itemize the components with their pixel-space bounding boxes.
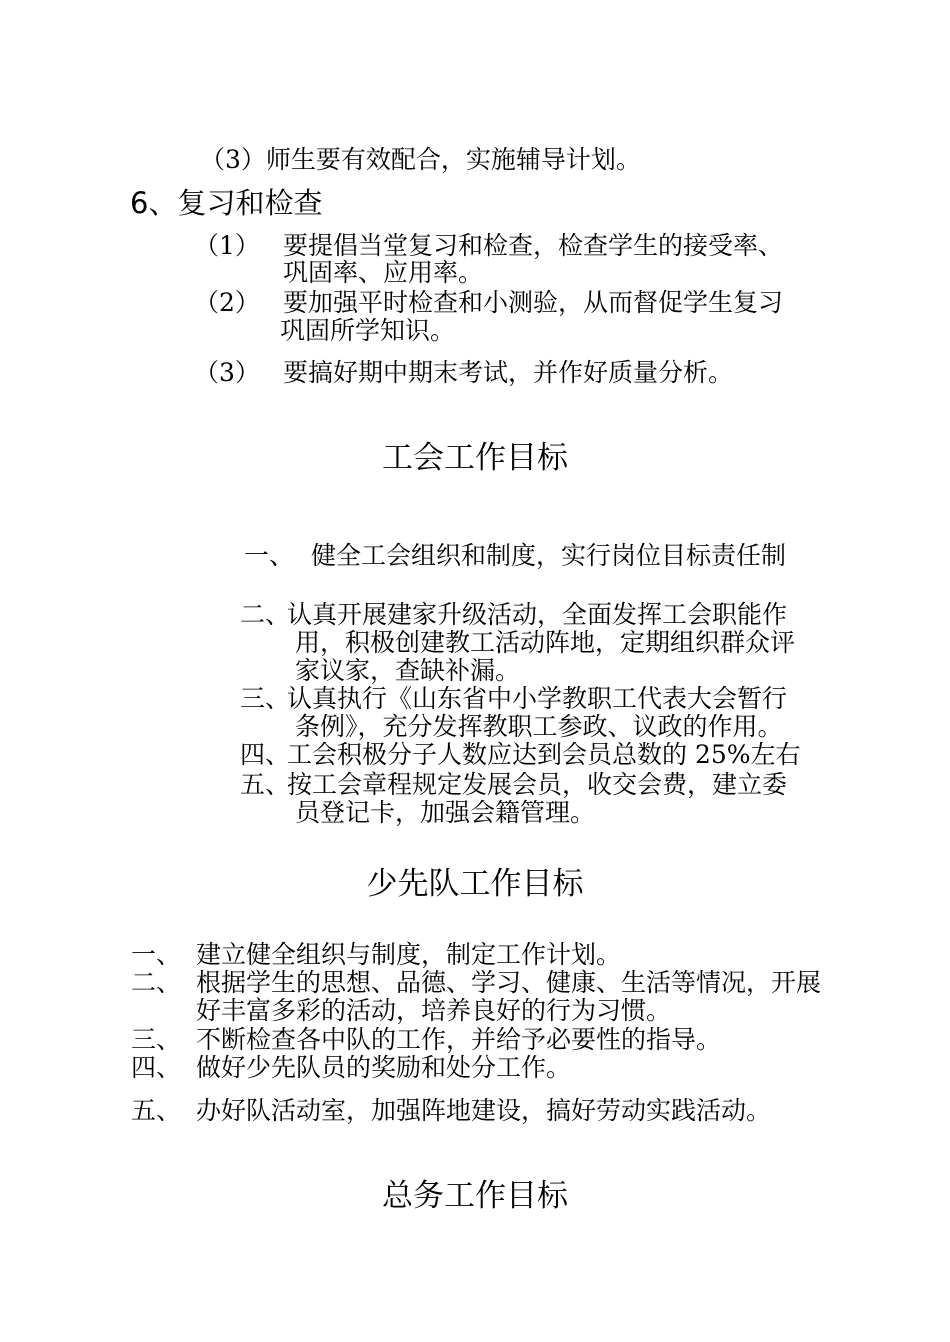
pioneers-item-2-num: 二、 [131, 968, 182, 997]
general-affairs-title: 总务工作目标 [382, 1178, 568, 1214]
pioneers-item-3-num: 三、 [131, 1025, 182, 1054]
review-item-1-num: （1） [194, 231, 260, 260]
union-item-2-line2: 用，积极创建教工活动阵地，定期组织群众评 [295, 628, 796, 657]
pioneers-item-4-num: 四、 [131, 1053, 182, 1082]
review-item-1-line1: 要提倡当堂复习和检查，检查学生的接受率、 [283, 231, 784, 260]
pioneers-item-5-line1: 办好队活动室，加强阵地建设，搞好劳动实践活动。 [196, 1096, 772, 1125]
union-item-5-num: 五、 [240, 770, 291, 799]
pioneers-item-5-num: 五、 [131, 1096, 182, 1125]
review-item-3-line1: 要搞好期中期末考试，并作好质量分析。 [283, 358, 734, 387]
union-item-5-line2: 员登记卡，加强会籍管理。 [295, 798, 596, 827]
review-item-1-line2: 巩固率、应用率。 [283, 258, 484, 287]
union-title: 工会工作目标 [382, 440, 568, 476]
union-item-4-num: 四、 [240, 740, 291, 769]
union-item-3-line2: 条例》，充分发挥教职工参政、议政的作用。 [295, 712, 783, 741]
union-item-3-line1: 认真执行《山东省中小学教职工代表大会暂行 [287, 684, 788, 713]
review-item-2-line2: 巩固所学知识。 [280, 316, 456, 345]
union-item-1-line1: 健全工会组织和制度，实行岗位目标责任制 [311, 541, 787, 570]
review-item-2-line1: 要加强平时检查和小测验，从而督促学生复习 [283, 288, 784, 317]
section-heading-review: 6、复习和检查 [130, 186, 323, 220]
review-item-3-num: （3） [194, 358, 260, 387]
union-item-4-line1: 工会积极分子人数应达到会员总数的 25%左右 [287, 740, 801, 769]
pioneers-item-3-line1: 不断检查各中队的工作，并给予必要性的指导。 [196, 1025, 722, 1054]
study-item-3-prev: （3）师生要有效配合，实施辅导计划。 [200, 145, 641, 174]
union-item-2-num: 二、 [240, 600, 291, 629]
pioneers-item-1-line1: 建立健全组织与制度，制定工作计划。 [196, 940, 622, 969]
union-item-2-line1: 认真开展建家升级活动，全面发挥工会职能作 [287, 600, 788, 629]
union-item-3-num: 三、 [240, 684, 291, 713]
pioneers-item-4-line1: 做好少先队员的奖励和处分工作。 [196, 1053, 572, 1082]
pioneers-item-2-line2: 好丰富多彩的活动，培养良好的行为习惯。 [196, 996, 672, 1025]
review-item-2-num: （2） [194, 288, 260, 317]
union-item-5-line1: 按工会章程规定发展会员，收交会费，建立委 [287, 770, 788, 799]
union-item-1-num: 一、 [244, 541, 295, 570]
union-item-2-line3: 家议家，查缺补漏。 [295, 656, 521, 685]
pioneers-item-1-num: 一、 [131, 940, 182, 969]
pioneers-title: 少先队工作目标 [366, 866, 584, 902]
pioneers-item-2-line1: 根据学生的思想、品德、学习、健康、生活等情况，开展 [196, 968, 822, 997]
